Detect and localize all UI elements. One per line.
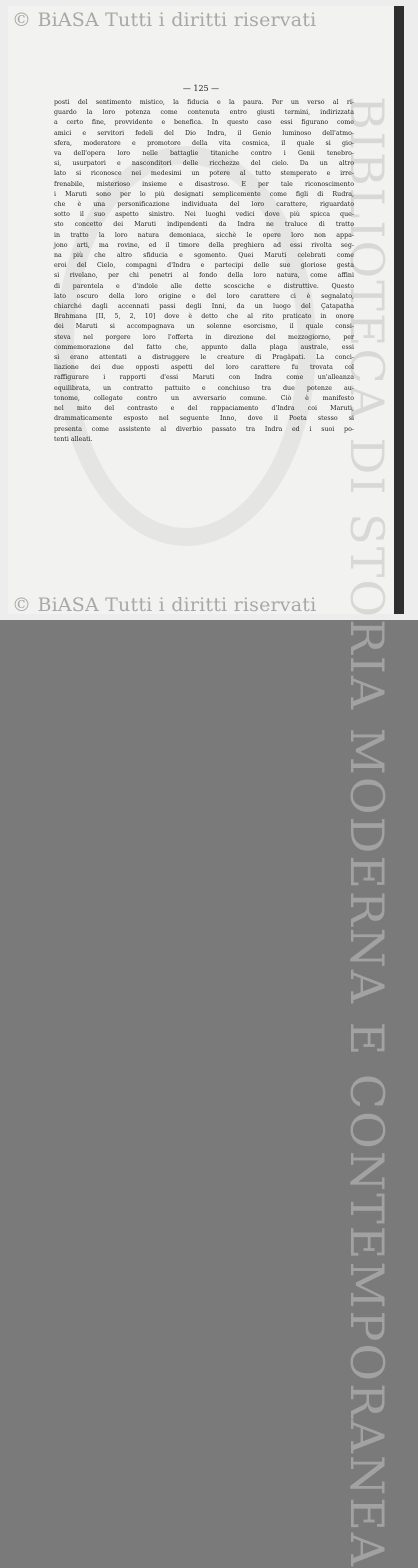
text-line: sotto il suo aspetto sinistro. Nei luoghi vedici dove più spicca que- xyxy=(54,211,354,219)
text-line: nel mito del contrasto e del rappaciamento d'Indra coi Maruti, xyxy=(54,405,354,413)
text-line: Brahmana [II, 5, 2, 10] dove è detto che al rito praticato in onore xyxy=(54,313,354,321)
watermark-top: © BiASA Tutti i diritti riservati xyxy=(12,9,317,31)
text-line: tenti alleati. xyxy=(54,435,93,443)
text-line: drammaticamente esposto nel seguente Inno, dove il Poeta stesso si xyxy=(54,415,354,423)
text-line: tonome, collegate contro un avversario comune. Ciò è manifesto xyxy=(54,394,354,402)
text-line: sto concetto dei Maruti indipendenti da Indra ne traluce di tratto xyxy=(54,221,354,229)
text-line: chiarché dagli accennati passi degli Inni, da un luogo del Çatapatha xyxy=(54,303,354,311)
text-line: equilibrata, un contratto pattuito e conchiuso tra due potenze au- xyxy=(54,384,354,392)
text-line: i Maruti sono per lo più designati semplicemente come figli di Rudra, xyxy=(54,190,354,198)
text-line: a certo fine, provvidente e benefica. In questo caso essi figurano come xyxy=(54,119,354,127)
body-text xyxy=(54,98,354,445)
vertical-watermark: BIBLIOTECA DI STORIA MODERNA E CONTEMPORANEA xyxy=(340,96,394,1568)
text-line: na più che altro sfiducia e sgomento. Quei Maruti celebrati come xyxy=(54,252,354,260)
book-page xyxy=(8,6,404,1568)
text-line: si, usurpatori e nasconditori delle ricchezze del cielo. Da un altro xyxy=(54,160,354,168)
text-line: jono arti, ma rovine, ed il timore della preghiera ad essi rivolta seg- xyxy=(54,241,354,249)
text-line: va dell'opera loro nelle battaglie titaniche contro i Genii tenebro- xyxy=(54,150,354,158)
text-line: commemorazione del fatto che, appunto dalla plaga australe, essi xyxy=(54,343,354,351)
text-line: in tratto la loro natura demoniaca, sicchè le opere loro non appa- xyxy=(54,231,354,239)
text-line: di parentela e d'indole alle dette scosciche e distruttive. Questo xyxy=(54,282,354,290)
text-line: lato si riconosce nei medesimi un potere al tutto stemperato e irre- xyxy=(54,170,354,178)
text-line: steva nel porgere loro l'offerta in direzione del mezzogiorno, per xyxy=(54,333,354,341)
text-line: lato oscuro della loro origine e del loro carattere ci è segnalato, xyxy=(54,292,354,300)
text-line: che è una personificazione individuata del loro carattere, riguardato xyxy=(54,201,354,209)
text-line: si erano attentati a distruggere le creature di Pragâpati. La conci- xyxy=(54,354,354,362)
text-line: dei Maruti si accompagnava un solenne esorcismo, il quale consi- xyxy=(54,323,354,331)
text-line: sfera, moderatore e promotore della vita cosmica, il quale si gio- xyxy=(54,139,354,147)
page-number: — 125 — xyxy=(182,84,220,93)
text-line: frenabile, misterioso insieme e disastroso. E per tale riconoscimento xyxy=(54,180,354,188)
text-line: raffigurare i rapporti d'essi Maruti con Indra come un'alleanza xyxy=(54,374,354,382)
text-line: si rivelano, per chi penetri al fondo della loro natura, come affini xyxy=(54,272,354,280)
text-line: eroi del Cielo, compagni d'Indra e partecipi delle sue gloriose gesta xyxy=(54,262,354,270)
text-line: amici e servitori fedeli del Dio Indra, il Genio luminoso dell'atmo- xyxy=(54,129,354,137)
text-line: guardo la loro potenza come contenuta entro giusti termini, indirizzata xyxy=(54,109,354,117)
watermark-bottom: © BiASA Tutti i diritti riservati xyxy=(12,594,317,616)
text-line: posti del sentimento mistico, la fiducia e la paura. Per un verso al ri- xyxy=(54,99,354,106)
text-line: liazione dei due opposti aspetti del loro carattere fu trovata col xyxy=(54,364,354,372)
text-line: presenta come assistente al diverbio passato tra Indra ed i suoi po- xyxy=(54,425,354,433)
